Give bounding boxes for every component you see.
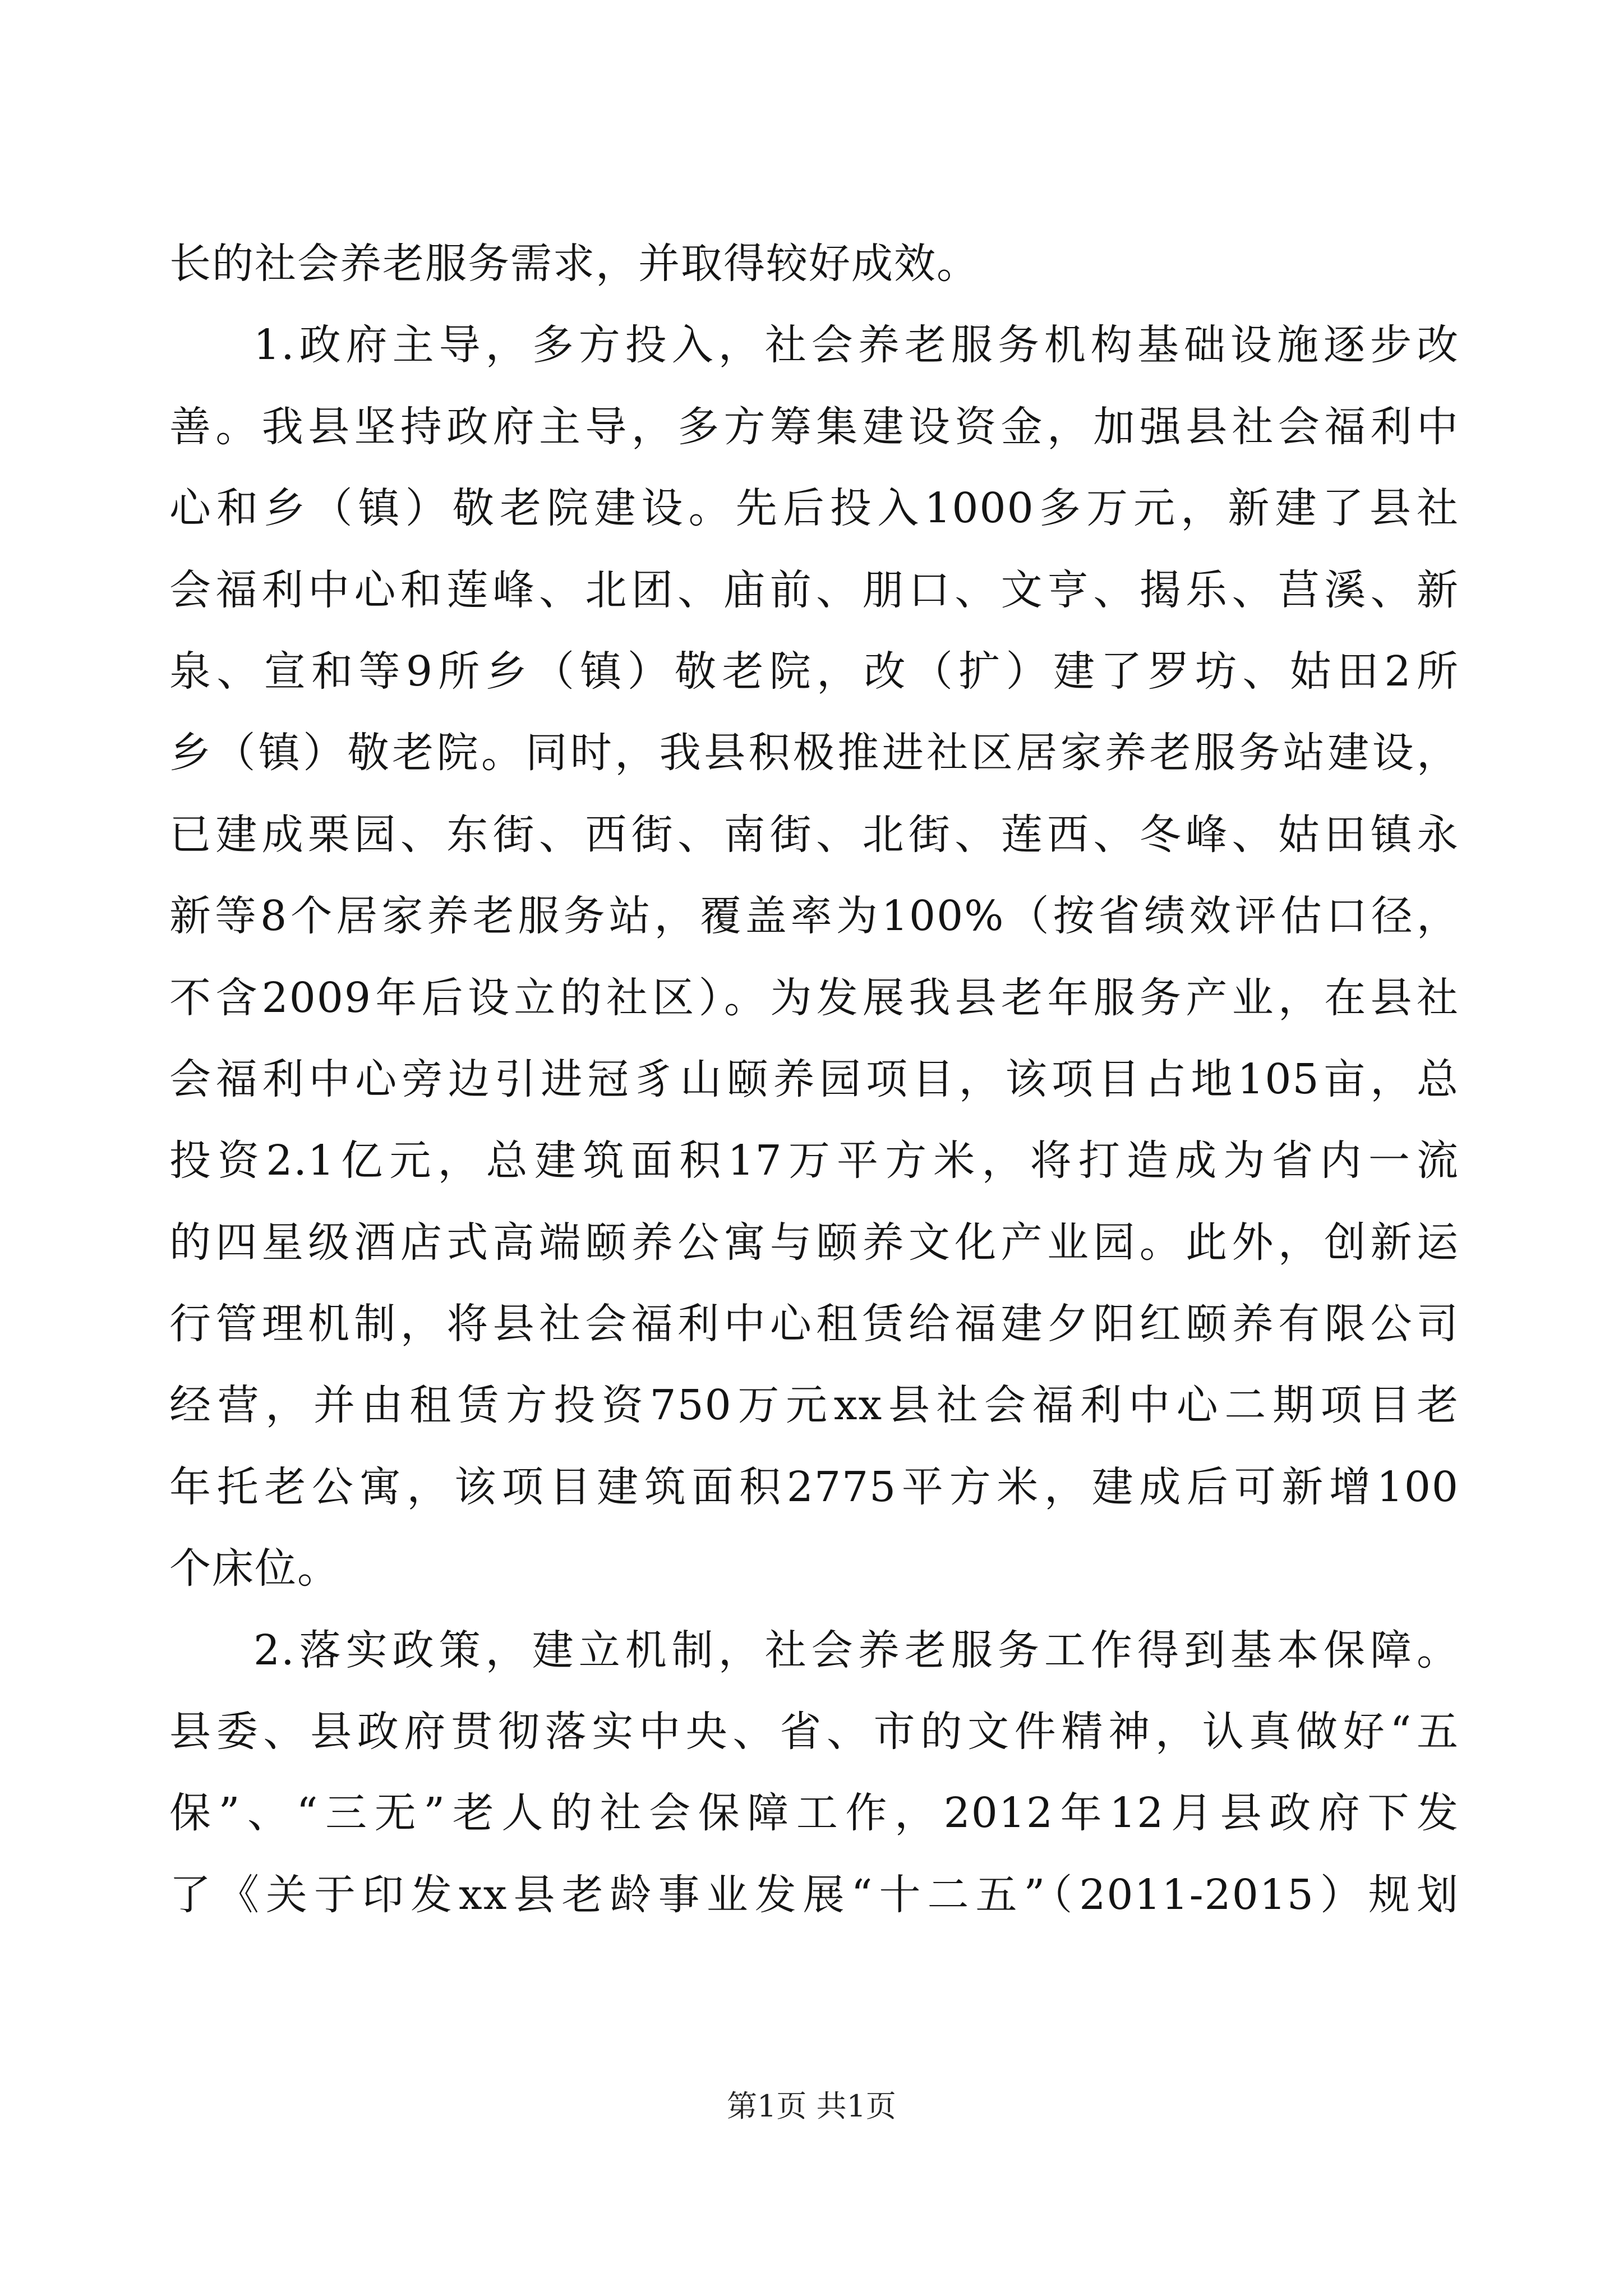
text-line: 年托老公寓，该项目建筑面积2775平方米，建成后可新增100: [169, 1462, 1459, 1511]
text-line: 已建成栗园、东街、西街、南街、北街、莲西、冬峰、姑田镇永: [169, 810, 1459, 859]
text-line: 投资2.1亿元，总建筑面积17万平方米，将打造成为省内一流: [169, 1137, 1459, 1185]
text-line: 行管理机制，将县社会福利中心租赁给福建夕阳红颐养有限公司: [169, 1300, 1459, 1349]
text-line: 善。我县坚持政府主导，多方筹集建设资金，加强县社会福利中: [169, 402, 1459, 451]
text-line: 新等8个居家养老服务站，覆盖率为100%（按省绩效评估口径，: [169, 892, 1459, 941]
text-line: 的四星级酒店式高端颐养公寓与颐养文化产业园。此外，创新运: [169, 1218, 1459, 1267]
text-line: 泉、宣和等9所乡（镇）敬老院，改（扩）建了罗坊、姑田2所: [169, 647, 1459, 696]
text-line: 保”、“三无”老人的社会保障工作，2012年12月县政府下发: [169, 1789, 1459, 1838]
text-line: 了《关于印发xx县老龄事业发展“十二五”（2011-2015）规划: [169, 1870, 1459, 1919]
document-body: [169, 223, 1459, 1936]
text-line: 1.政府主导，多方投入，社会养老服务机构基础设施逐步改: [253, 321, 1459, 370]
text-line: 个床位。: [169, 1544, 340, 1593]
text-line: 不含2009年后设立的社区）。为发展我县老年服务产业，在县社: [169, 973, 1459, 1022]
text-line: 心和乡（镇）敬老院建设。先后投入1000多万元，新建了县社: [169, 484, 1459, 533]
text-line: 长的社会养老服务需求，并取得较好成效。: [169, 240, 979, 288]
text-line: 经营，并由租赁方投资750万元xx县社会福利中心二期项目老: [169, 1381, 1459, 1430]
text-line: 2.落实政策，建立机制，社会养老服务工作得到基本保障。: [253, 1626, 1459, 1674]
text-line: 乡（镇）敬老院。同时，我县积极推进社区居家养老服务站建设，: [169, 729, 1459, 777]
text-line: 会福利中心旁边引进冠豸山颐养园项目，该项目占地105亩，总: [169, 1055, 1459, 1103]
text-line: 会福利中心和莲峰、北团、庙前、朋口、文亨、揭乐、莒溪、新: [169, 565, 1459, 614]
text-line: 县委、县政府贯彻落实中央、省、市的文件精神，认真做好“五: [169, 1708, 1459, 1756]
page-footer: 第1页 共1页: [727, 2088, 896, 2124]
